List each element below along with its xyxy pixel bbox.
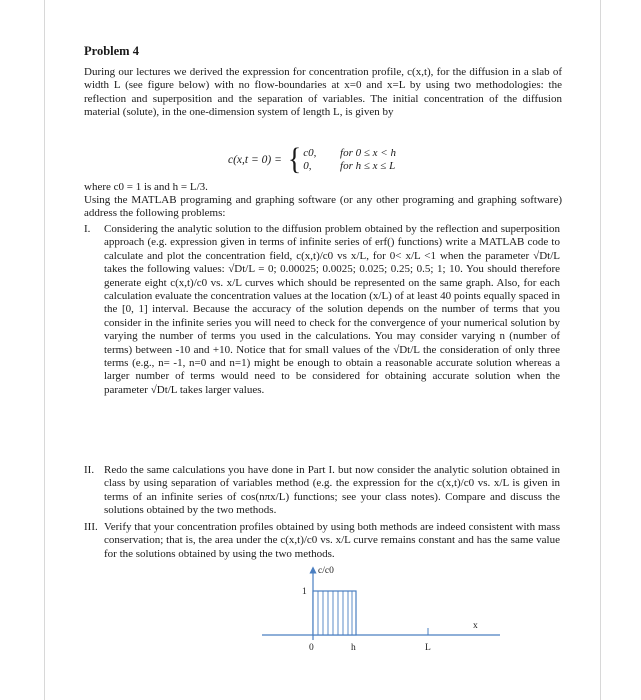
l-label: L (425, 643, 431, 653)
case-2-value: 0, (303, 160, 312, 172)
case-2-condition: for h ≤ x ≤ L (340, 160, 396, 172)
initial-concentration-block (313, 591, 356, 635)
item-number: III. (84, 521, 98, 533)
y-axis-label: c/c0 (318, 566, 334, 576)
origin-label: 0 (309, 643, 314, 653)
item-text: Considering the analytic solution to the diffusion problem obtained by the reflection and superposition approach (e.g. expression given in terms of infinite series of erf() functions) write a MATLAB code to calculate and plot the concentration field, c(x,t)/c0 vs x/L, for 0< x/L <1 when the parameter √Dt/L takes the following values: √Dt/L = 0; 0.00025; 0.0025; 0.025; 0.25; 0.5; 1; 10. You should therefore generate eight c(x,t)/c0 vs. x/L curves which should be represented on the same graph. Also, for each calculation evaluate the concentration values at the location (x/L) of at least 40 points equally spaced in the [0, 1] interval. Because the accuracy of the solution depends on the number of terms that you consider in the infinite series you will need to check for the convergence of your numerical solution by varying the number of terms you used in the calculations. You may consider varying n (number of terms) between -10 and +10. Notice that for small values of the √Dt/L the consideration of only three terms (e.g., n= -1, n=0 and n=1) might be enough to obtain a reasonable accurate solution whereas a larger number of terms would need to be considered for obtaining accurate solution when the parameter √Dt/L takes larger values. (104, 223, 560, 396)
case-1-condition: for 0 ≤ x < h (340, 147, 396, 159)
item-text: Verify that your concentration profiles obtained by using both methods are indeed consistent with mass conservation; that is, the area under the c(x,t)/c0 vs. x/L curve remains constant and has the same value for the solutions obtained by using the two methods. (104, 521, 560, 560)
h-label: h (351, 643, 356, 653)
y-tick-label: 1 (302, 587, 307, 597)
using-line: Using the MATLAB programing and graphing software (or any other programing and graphing software) address the following problems: (84, 194, 562, 220)
item-text: Redo the same calculations you have done in Part I. but now consider the analytic solution obtained in class by using separation of variables method (e.g. the expression for the c(x,t)/c0 vs. x/L is given in terms of an infinite series of cos(nπx/L) functions; see your class notes). Compare and discuss the solutions obtained by the two methods. (104, 464, 560, 517)
equation-brace: { (287, 142, 302, 177)
case-1-value: c0, (303, 147, 317, 159)
intro-paragraph: During our lectures we derived the expression for concentration profile, c(x,t), for the diffusion in a slab of width L (see figure below) with no flow-boundaries at x=0 and x=L by using two methodologies: the reflection and superposition and the separation of variables. The initial concentration of the diffusion material (solute), in the one-dimension system of length L, is given by (84, 66, 562, 119)
item-number: II. (84, 464, 95, 476)
item-number: I. (84, 223, 91, 235)
where-line: where c0 = 1 is and h = L/3. (84, 181, 208, 193)
problem-title: Problem 4 (84, 44, 139, 58)
equation-lhs: c(x,t = 0) = (228, 154, 282, 166)
x-axis-label: x (473, 621, 478, 631)
